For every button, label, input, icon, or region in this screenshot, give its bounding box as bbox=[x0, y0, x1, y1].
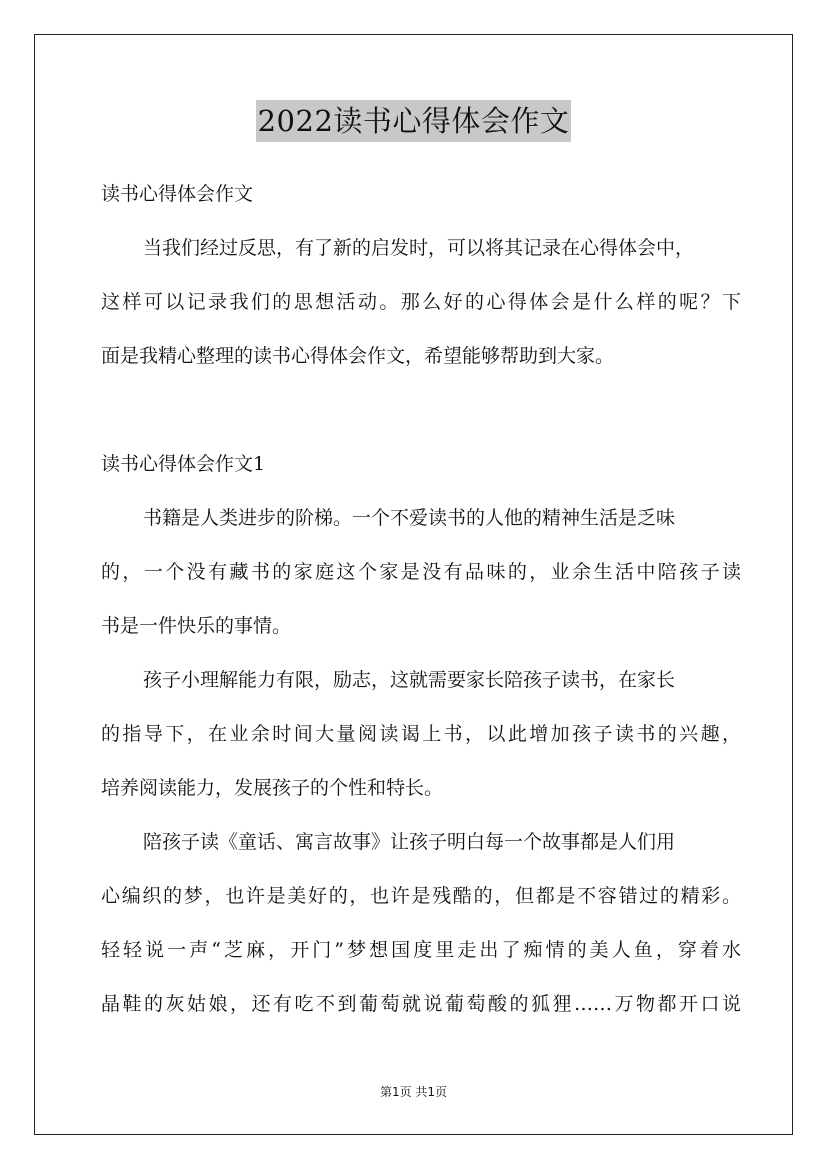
paragraph-line: 这样可以记录我们的思想活动。那么好的心得体会是什么样的呢？下 bbox=[101, 291, 741, 313]
paragraph-line: 陪孩子读《童话、寓言故事》让孩子明白每一个故事都是人们用 bbox=[143, 831, 676, 853]
document-title: 2022读书心得体会作文 bbox=[256, 100, 572, 142]
paragraph-line: 面是我精心整理的读书心得体会作文，希望能够帮助到大家。 bbox=[101, 345, 615, 367]
title-container bbox=[0, 100, 827, 142]
paragraph-line: 书籍是人类进步的阶梯。一个不爱读书的人他的精神生活是乏味 bbox=[143, 507, 676, 529]
page-footer bbox=[0, 1083, 827, 1100]
paragraph-line: 心编织的梦，也许是美好的，也许是残酷的，但都是不容错过的精彩。 bbox=[101, 885, 741, 907]
paragraph-line: 培养阅读能力，发展孩子的个性和特长。 bbox=[101, 777, 444, 799]
section-heading: 读书心得体会作文 bbox=[101, 183, 254, 205]
paragraph-line: 书是一件快乐的事情。 bbox=[101, 615, 292, 637]
paragraph-line: 的，一个没有藏书的家庭这个家是没有品味的，业余生活中陪孩子读 bbox=[101, 561, 741, 583]
page-number: 第1页 共1页 bbox=[379, 1085, 448, 1099]
paragraph-line: 轻轻说一声“芝麻，开门”梦想国度里走出了痴情的美人鱼，穿着水 bbox=[101, 939, 741, 961]
paragraph-line: 的指导下，在业余时间大量阅读谒上书，以此增加孩子读书的兴趣， bbox=[101, 723, 741, 745]
paragraph-line: 孩子小理解能力有限，励志，这就需要家长陪孩子读书，在家长 bbox=[143, 669, 676, 691]
paragraph-line: 当我们经过反思，有了新的启发时，可以将其记录在心得体会中， bbox=[143, 237, 695, 259]
section-heading: 读书心得体会作文1 bbox=[101, 453, 266, 475]
paragraph-line: 晶鞋的灰姑娘，还有吃不到葡萄就说葡萄酸的狐狸……万物都开口说 bbox=[101, 993, 741, 1015]
